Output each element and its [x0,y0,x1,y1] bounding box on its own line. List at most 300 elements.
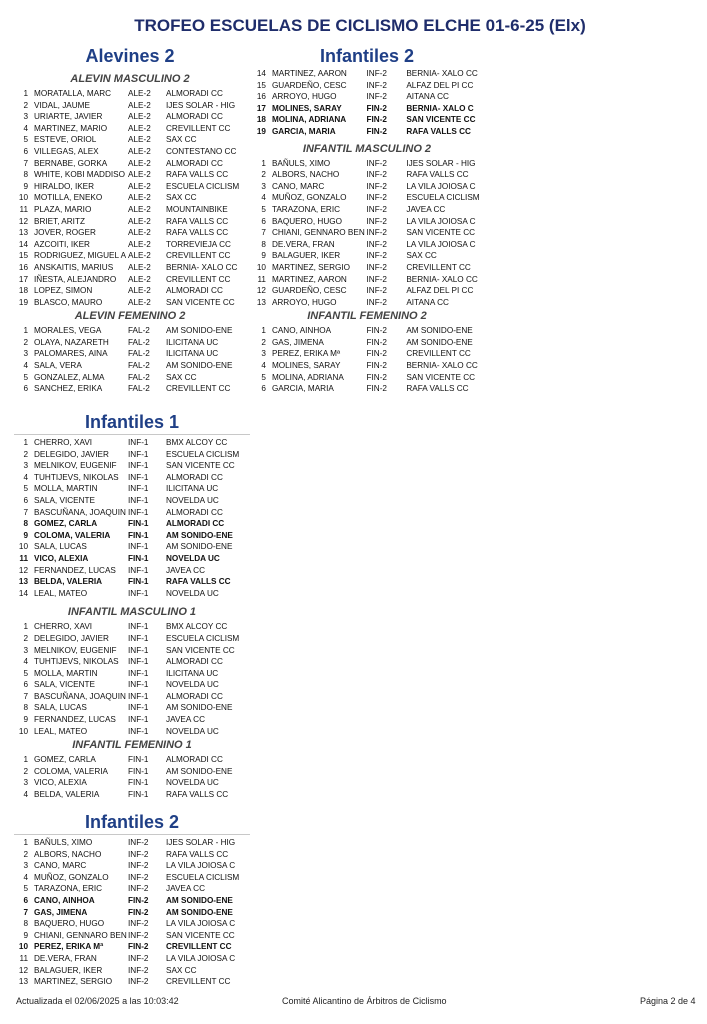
result-row [14,297,246,309]
team-name: SAN VICENTE CC [406,228,476,238]
rider-name: LEAL, MATEO [34,726,88,736]
team-name: SAX CC [166,965,197,975]
rider-name: MARTINEZ, SERGIO [34,977,113,987]
team-name: CREVILLENT CC [166,274,231,284]
team-name: AM SONIDO-ENE [166,895,233,905]
result-row [14,691,250,703]
category-code: FIN-1 [128,577,149,587]
rider-name: MOLINA, ADRIANA [271,372,344,382]
footer-page-number: Página 2 de 4 [640,996,696,1006]
result-row [252,285,482,297]
rank: 4 [23,472,28,482]
category-code: FIN-2 [366,361,387,371]
category-code: INF-1 [128,633,149,643]
category-code: INF-1 [128,680,149,690]
category-code: FIN-2 [128,907,149,917]
team-name: RAFA VALLS CC [406,126,471,136]
result-row [14,348,246,360]
team-name: IJES SOLAR - HIG [166,100,236,110]
result-row [14,849,250,861]
category-code: FIN-1 [128,766,149,776]
result-row [14,250,246,262]
rank: 5 [23,135,28,145]
category-code: ALE-2 [128,158,151,168]
category-code: INF-2 [366,69,387,78]
team-name: JAVEA CC [166,565,205,575]
rider-name: TUHTIJEVS, NIKOLAS [34,657,119,667]
result-row [14,656,250,668]
category-code: INF-2 [366,193,387,203]
rider-name: PALOMARES, AINA [34,349,108,359]
result-row [14,633,250,645]
result-row [14,872,250,884]
rank: 12 [18,216,28,226]
result-row [14,530,250,542]
category-code: INF-2 [128,838,149,847]
rider-name: GAS, JIMENA [271,337,324,347]
rank: 12 [256,286,266,296]
team-name: IJES SOLAR - HIG [166,838,236,847]
result-row [252,250,482,262]
category-code: INF-2 [128,872,149,882]
rank: 5 [261,204,266,214]
rider-name: MORATALLA, MARC [34,89,112,98]
footer-organization: Comité Alicantino de Árbitros de Ciclismo [282,996,447,1006]
category-code: INF-2 [366,262,387,272]
category-code: INF-2 [128,861,149,871]
team-name: BMX ALCOY CC [166,622,228,632]
team-name: SAN VICENTE CC [166,645,235,655]
result-row [14,766,250,778]
rider-name: VICO, ALEXIA [34,553,89,563]
category-code: FIN-2 [366,337,387,347]
category-code: INF-1 [128,668,149,678]
rider-name: ESTEVE, ORIOL [34,135,97,145]
team-name: ESCUELA CICLISM [166,181,240,191]
result-row [14,192,246,204]
group-title: INFANTIL FEMENINO 2 [307,310,427,323]
team-name: CREVILLENT CC [406,262,471,272]
group-title: ALEVIN FEMENINO 2 [74,310,186,323]
team-name: NOVELDA UC [166,726,219,736]
rider-name: VIDAL, JAUME [34,100,90,110]
team-name: ESCUELA CICLISM [166,872,240,882]
rank: 1 [23,755,28,765]
category-code: FAL-2 [128,384,150,394]
rank: 4 [23,790,28,800]
result-row [14,588,250,600]
rank: 11 [19,204,28,214]
category-code: INF-1 [128,542,149,552]
team-name: SAX CC [166,372,197,382]
rank: 2 [23,337,28,347]
category-code: INF-2 [366,251,387,261]
team-name: CONTESTANO CC [166,146,237,156]
rank: 9 [23,715,28,725]
category-code: ALE-2 [128,100,151,110]
result-row [14,449,250,461]
team-name: AM SONIDO-ENE [166,703,233,713]
result-row [14,679,250,691]
category-code: ALE-2 [128,204,151,214]
rider-name: SALA, VICENTE [34,495,95,505]
rank: 1 [23,438,28,447]
team-name: CREVILLENT CC [166,942,232,952]
result-row [252,383,482,395]
result-row [14,668,250,680]
rank: 1 [23,622,28,632]
category-code: INF-1 [128,715,149,725]
result-row [14,472,250,484]
category-code: INF-1 [128,449,149,459]
rider-name: VILLEGAS, ALEX [34,146,99,156]
result-row [14,907,250,919]
rider-name: GARCIA, MARIA [271,126,336,136]
rider-name: ARROYO, HUGO [271,92,337,102]
team-name: JAVEA CC [406,204,446,214]
team-name: BERNIA- XALO C [406,103,474,113]
rank: 4 [23,657,28,667]
rank: 7 [23,907,28,917]
category-code: ALE-2 [128,146,151,156]
team-name: LA VILA JOIOSA C [166,953,236,963]
rider-name: ALBORS, NACHO [34,849,102,859]
result-row [252,169,482,181]
team-name: ESCUELA CICLISM [166,633,240,643]
rank: 2 [23,449,28,459]
rider-name: BAQUERO, HUGO [271,216,342,226]
rider-name: COLOMA, VALERIA [34,766,109,776]
result-row [252,360,482,372]
rider-name: GUARDEÑO, CESC [271,80,347,90]
rider-name: MELNIKOV, EUGENIF [34,645,117,655]
page-title: TROFEO ESCUELAS DE CICLISMO ELCHE 01-6-25 (Elx) [134,16,586,35]
rider-name: CHIANI, GENNARO BEN [271,228,365,238]
rider-name: BLASCO, MAURO [34,297,103,307]
category-code: FIN-2 [366,103,387,113]
rank: 10 [18,726,28,736]
category-code: FIN-2 [366,372,387,382]
infantiles2-right-column [252,44,482,395]
category-code: FIN-1 [128,790,149,800]
rank: 10 [18,942,28,952]
rider-name: GOMEZ, CARLA [34,519,98,529]
rank: 6 [261,216,266,226]
team-name: CREVILLENT CC [406,349,471,359]
rider-name: FERNANDEZ, LUCAS [34,565,116,575]
rank: 15 [18,251,28,261]
rank: 7 [23,158,28,168]
rank: 11 [19,953,28,963]
result-row [14,337,246,349]
rider-name: URIARTE, JAVIER [34,112,103,122]
rank: 13 [18,577,28,587]
rank: 4 [23,872,28,882]
team-name: LA VILA JOIOSA C [406,239,476,249]
rank: 3 [23,645,28,655]
team-name: AM SONIDO-ENE [406,337,473,347]
result-row [252,181,482,193]
infantiles2-left-column [14,810,250,988]
rank: 19 [18,297,28,307]
result-row [14,146,246,158]
team-name: SAX CC [166,193,197,203]
rank: 17 [18,274,28,284]
team-name: RAFA VALLS CC [166,790,229,800]
category-code: ALE-2 [128,286,151,296]
result-row [14,227,246,239]
category-code: FAL-2 [128,349,150,359]
results-list [252,325,482,395]
rank: 18 [256,115,266,125]
category-code: FAL-2 [128,337,150,347]
rank: 16 [18,262,28,272]
rider-name: BALAGUER, IKER [34,965,103,975]
category-code: INF-2 [128,919,149,929]
rider-name: ANSKAITIS, MARIUS [34,262,114,272]
team-name: AITANA CC [406,92,449,102]
category-code: INF-1 [128,461,149,471]
result-row [14,204,246,216]
team-name: BERNIA- XALO CC [406,361,478,371]
team-name: ESCUELA CICLISM [406,193,480,203]
result-row [14,372,246,384]
rank: 2 [23,849,28,859]
team-name: TORREVIEJA CC [166,239,231,249]
category-code: INF-2 [128,849,149,859]
results-list [252,158,482,309]
rank: 8 [23,519,28,529]
team-name: ALMORADI CC [166,472,223,482]
result-row [252,372,482,384]
team-name: RAFA VALLS CC [406,170,469,180]
result-row [14,123,246,135]
rank: 17 [256,103,266,113]
team-name: LA VILA JOIOSA C [406,181,476,191]
team-name: ALFAZ DEL PI CC [406,80,474,90]
team-name: AM SONIDO-ENE [166,530,233,540]
team-name: ILICITANA UC [166,349,219,359]
rider-name: BALAGUER, IKER [271,251,341,261]
alevines2-column [14,44,246,395]
category-code: INF-1 [128,588,149,598]
rank: 3 [23,861,28,871]
category-code: INF-2 [366,216,387,226]
results-list [14,88,246,308]
rider-name: GONZALEZ, ALMA [34,372,105,382]
result-row [14,216,246,228]
team-name: LA VILA JOIOSA C [166,919,236,929]
rider-name: BELDA, VALERIA [34,790,100,800]
rider-name: LEAL, MATEO [34,588,88,598]
category-code: INF-1 [128,507,149,517]
team-name: SAX CC [166,135,197,145]
category-code: INF-2 [366,228,387,238]
group-title: INFANTIL FEMENINO 1 [72,739,192,752]
rider-name: PEREZ, ERIKA Mª [34,942,104,952]
result-row [14,495,250,507]
rider-name: GOMEZ, CARLA [34,755,96,765]
category-code: FIN-1 [128,778,149,788]
rider-name: DE.VERA, FRAN [34,953,97,963]
results-list [14,754,250,800]
category-code: INF-2 [366,204,387,214]
team-name: CREVILLENT CC [166,977,231,987]
team-name: AM SONIDO-ENE [406,326,473,336]
team-name: BMX ALCOY CC [166,438,228,447]
result-row [252,80,482,92]
category-code: INF-2 [128,884,149,894]
rider-name: TARAZONA, ERIC [34,884,103,894]
result-row [14,158,246,170]
result-row [14,274,246,286]
result-row [14,360,246,372]
result-row [14,645,250,657]
result-row [14,565,250,577]
team-name: BERNIA- XALO CC [406,274,478,284]
result-row [252,114,482,126]
category-code: INF-2 [366,181,387,191]
rider-name: MOTILLA, ENEKO [34,193,103,203]
category-code: INF-1 [128,495,149,505]
category-code: ALE-2 [128,112,151,122]
rank: 6 [23,495,28,505]
category-code: ALE-2 [128,262,151,272]
rider-name: PLAZA, MARIO [34,204,92,214]
result-row [252,91,482,103]
rider-name: CANO, MARC [34,861,87,871]
rank: 9 [23,530,28,540]
infantiles1-column [14,410,250,801]
team-name: NOVELDA UC [166,553,220,563]
rider-name: DELEGIDO, JAVIER [34,449,109,459]
category-code: INF-2 [366,170,387,180]
team-name: AM SONIDO-ENE [166,326,233,336]
result-row [14,553,250,565]
rank: 2 [261,337,266,347]
result-row [252,158,482,170]
category-code: FAL-2 [128,372,150,382]
rank: 9 [23,181,28,191]
result-row [252,216,482,228]
team-name: SAN VICENTE CC [406,115,476,125]
category-code: ALE-2 [128,239,151,249]
result-row [14,262,246,274]
team-name: NOVELDA UC [166,680,219,690]
category-code: INF-1 [128,622,149,632]
category-code: INF-2 [366,297,387,307]
result-row [252,192,482,204]
result-row [14,976,250,988]
category-code: FIN-1 [128,530,149,540]
rider-name: BASCUÑANA, JOAQUIN [34,507,126,517]
team-name: AM SONIDO-ENE [166,907,233,917]
team-name: CREVILLENT CC [166,251,231,261]
group-title: INFANTIL MASCULINO 1 [67,606,197,619]
rider-name: BERNABE, GORKA [34,158,108,168]
team-name: SAN VICENTE CC [166,930,235,940]
rider-name: MOLINES, SARAY [271,103,342,113]
team-name: BERNIA- XALO CC [166,262,238,272]
category-code: INF-2 [128,977,149,987]
rank: 7 [23,507,28,517]
rank: 3 [261,349,266,359]
rider-name: AZCOITI, IKER [34,239,90,249]
rider-name: BELDA, VALERIA [34,577,103,587]
rider-name: WHITE, KOBI MADDISO [34,170,125,180]
team-name: ALMORADI CC [166,112,223,122]
rank: 13 [18,228,28,238]
team-name: RAFA VALLS CC [166,577,231,587]
result-row [14,860,250,872]
rank: 5 [23,372,28,382]
category-code: ALE-2 [128,181,151,191]
rider-name: BAÑULS, XIMO [34,838,93,847]
rider-name: HIRALDO, IKER [34,181,95,191]
category-code: ALE-2 [128,228,151,238]
result-row [14,895,250,907]
category-code: INF-2 [366,239,387,249]
team-name: AM SONIDO-ENE [166,766,233,776]
result-row [14,702,250,714]
rider-name: GAS, JIMENA [34,907,88,917]
result-row [252,227,482,239]
category-code: INF-1 [128,657,149,667]
category-code: INF-1 [128,438,149,447]
rank: 2 [23,100,28,110]
rank: 3 [23,461,28,471]
category-code: FIN-1 [128,553,149,563]
result-row [14,88,246,100]
group-title: ALEVIN MASCULINO 2 [70,73,190,85]
team-name: ALMORADI CC [166,286,223,296]
footer-updated: Actualizada el 02/06/2025 a las 10:03:42 [16,996,179,1006]
rank: 18 [18,286,28,296]
rider-name: MOLLA, MARTIN [34,484,98,494]
rider-name: RODRIGUEZ, MIGUEL A [34,251,127,261]
category-code: ALE-2 [128,89,151,98]
category-code: ALE-2 [128,251,151,261]
rider-name: ALBORS, NACHO [271,170,340,180]
category-code: INF-1 [128,645,149,655]
category-code: INF-1 [128,484,149,494]
team-name: LA VILA JOIOSA C [166,861,236,871]
result-row [252,348,482,360]
rank: 5 [23,884,28,894]
results-list [14,437,250,599]
team-name: CREVILLENT CC [166,123,231,133]
rider-name: CANO, AINHOA [34,895,95,905]
category-code: FIN-2 [366,384,387,394]
team-name: IJES SOLAR - HIG [406,158,476,168]
rider-name: BAÑULS, XIMO [271,158,331,168]
rank: 13 [256,297,266,307]
rider-name: CHIANI, GENNARO BEN [34,930,127,940]
rank: 1 [261,326,266,336]
rider-name: MOLINES, SARAY [271,361,341,371]
rider-name: TARAZONA, ERIC [271,204,341,214]
rider-name: GUARDEÑO, CESC [271,286,347,296]
rider-name: MUÑOZ, GONZALO [34,872,109,882]
result-row [14,837,250,849]
rider-name: OLAYA, NAZARETH [34,337,109,347]
rider-name: MOLINA, ADRIANA [271,115,347,125]
team-name: RAFA VALLS CC [166,170,229,180]
result-row [14,169,246,181]
result-row [14,181,246,193]
rank: 3 [261,181,266,191]
group-title: INFANTIL MASCULINO 2 [302,142,432,155]
